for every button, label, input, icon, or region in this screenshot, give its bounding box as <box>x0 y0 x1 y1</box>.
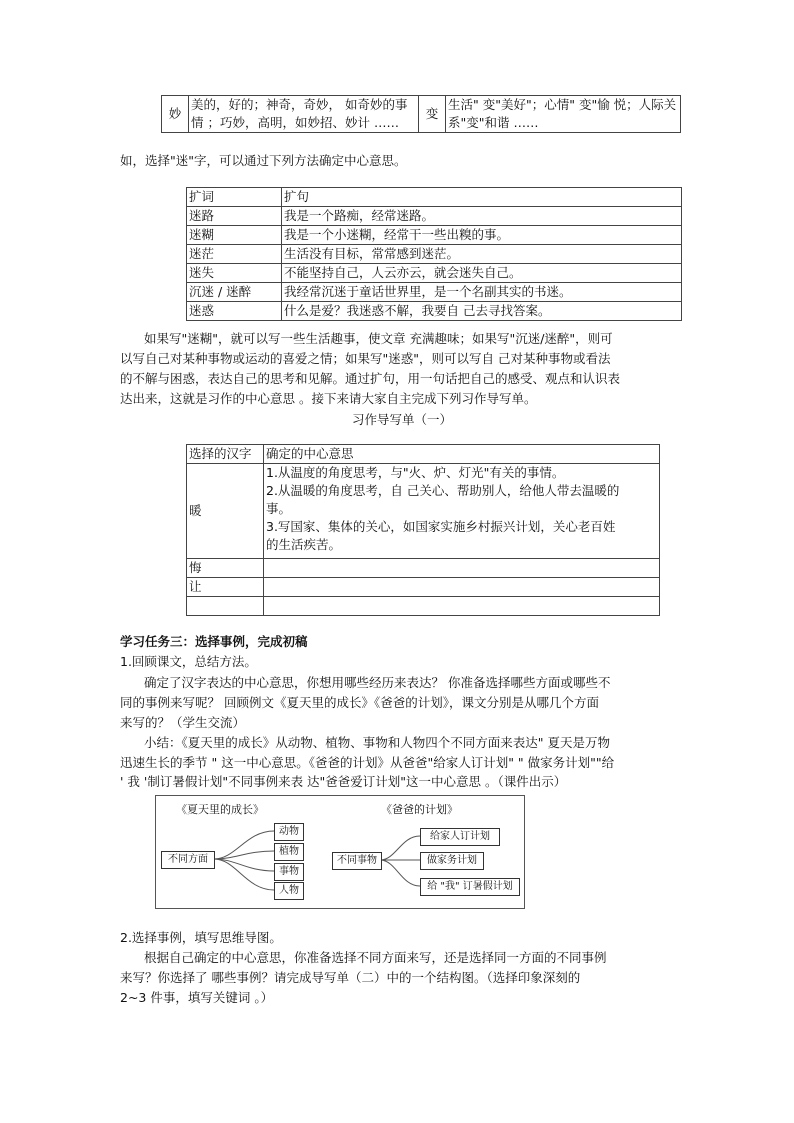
meaning-line: 事。 <box>266 501 292 516</box>
table-header: 扩词 <box>187 188 282 207</box>
char-cell-rang: 让 <box>187 578 264 597</box>
table-cell: 迷惑 <box>187 302 282 321</box>
paragraph-line: 确定了汉字表达的中心意思，你想用哪些经历来表达？ 你准备选择哪些方面或哪些不 <box>144 675 611 690</box>
blank-cell[interactable] <box>264 559 660 578</box>
table-cell: 生活没有目标，常常感到迷茫。 <box>282 245 682 264</box>
diagram-left-item: 人物 <box>274 882 304 900</box>
expand-word-table <box>186 187 682 321</box>
meaning-line: 3.写国家、集体的关心，如国家实施乡村振兴计划，关心老百姓 <box>266 519 616 534</box>
table-cell: 我是一个路痴，经常迷路。 <box>282 207 682 226</box>
table-cell: 什么是爱？我迷惑不解，我要自 己去寻找答案。 <box>282 302 682 321</box>
char-cell-bian: 变 <box>419 96 446 133</box>
word-meaning-table <box>161 95 681 133</box>
guide-sheet-table <box>186 444 660 616</box>
meaning-line: 的生活疾苦。 <box>266 537 342 552</box>
table-cell: 我是一个小迷糊，经常干一些出糗的事。 <box>282 226 682 245</box>
paragraph-line: 达出来，这就是习作的中心意思 。接下来请大家自主完成下列习作导写单。 <box>120 391 537 406</box>
table-header: 选择的汉字 <box>187 445 264 464</box>
diagram-left-item: 事物 <box>274 863 304 881</box>
diagram-left-root: 不同方面 <box>161 851 215 869</box>
meaning-cell-bian: 生活" 变"美好"；心情" 变"愉 悦；人际关系"变"和谐 …… <box>446 96 681 133</box>
paragraph-line: 的不解与困惑，表达自己的思考和见解。通过扩句，用一句话把自己的感受、观点和认识表 <box>120 371 621 386</box>
table-cell: 迷糊 <box>187 226 282 245</box>
meaning-cell-miao: 美的，好的；神奇，奇妙， 如奇妙的事情 ；巧妙，高明，如妙招、妙计 …… <box>189 96 419 133</box>
char-cell-miao: 妙 <box>162 96 189 133</box>
diagram-right-item: 做家务计划 <box>420 852 484 870</box>
diagram-right-item: 给家人订计划 <box>420 828 500 846</box>
blank-cell[interactable] <box>187 597 264 616</box>
step2-label: 2.选择事例，填写思维导图。 <box>120 930 282 945</box>
table-cell: 迷失 <box>187 264 282 283</box>
diagram-right-title: 《爸爸的计划》 <box>381 803 458 816</box>
paragraph-line: 来写的？（学生交流） <box>120 715 246 730</box>
intro-text: 如，选择"迷"字，可以通过下列方法确定中心意思。 <box>120 153 407 168</box>
table-cell: 迷茫 <box>187 245 282 264</box>
char-cell-nuan <box>187 464 264 559</box>
paragraph-line: ' 我 '制订暑假计划"不同事例来表 达"爸爸爱订计划"这一中心意思 。（课件出示） <box>120 774 567 789</box>
structure-diagram <box>155 795 525 909</box>
sheet-title: 习作导写单（一） <box>352 412 453 427</box>
diagram-right-root: 不同事物 <box>332 852 382 870</box>
table-cell: 迷路 <box>187 207 282 226</box>
step1-label: 1.回顾课文，总结方法。 <box>120 654 257 669</box>
table-cell: 我经常沉迷于童话世界里，是一个名副其实的书迷。 <box>282 283 682 302</box>
task3-heading: 学习任务三：选择事例，完成初稿 <box>120 634 308 649</box>
meaning-cell-nuan <box>264 464 660 559</box>
paragraph-line: 来写？你选择了 哪些事例？请完成导写单（二）中的一个结构图。（选择印象深刻的 <box>120 970 581 985</box>
diagram-left-item: 动物 <box>274 823 304 841</box>
diagram-right-item: 给 "我" 订暑假计划 <box>420 878 520 896</box>
paragraph-line: 同的事例来写呢？ 回顾例文《夏天里的成长》《爸爸的计划》，课文分别是从哪几个方面 <box>120 695 599 710</box>
diagram-left-item: 植物 <box>274 843 304 861</box>
meaning-line: 1.从温度的角度思考，与"火、炉、灯光"有关的事情。 <box>266 465 565 480</box>
paragraph-line: 2~3 件事，填写关键词 。） <box>120 990 274 1005</box>
paragraph-line: 如果写"迷糊"，就可以写一些生活趣事，使文章 充满趣味；如果写"沉迷/迷醉"，则可 <box>144 331 613 346</box>
diagram-left-title: 《夏天里的成长》 <box>176 803 264 816</box>
char-cell-hui: 悔 <box>187 559 264 578</box>
char-nuan: 暖 <box>189 503 202 518</box>
paragraph-line: 迅速生长的季节 " 这一中心意思。《爸爸的计划》从爸爸"给家人订计划" " 做家务计划""给 <box>120 755 615 770</box>
blank-cell[interactable] <box>264 597 660 616</box>
table-header: 扩句 <box>282 188 682 207</box>
table-cell: 不能坚持自己，人云亦云，就会迷失自己。 <box>282 264 682 283</box>
meaning-line: 2.从温暖的角度思考，自 己关心、帮助别人，给他人带去温暖的 <box>266 483 620 498</box>
table-cell: 沉迷 / 迷醉 <box>187 283 282 302</box>
paragraph-line: 小结：《夏天里的成长》从动物、植物、事物和人物四个不同方面来表达" 夏天是万物 <box>144 735 610 750</box>
blank-cell[interactable] <box>264 578 660 597</box>
paragraph-line: 以写自己对某种事物或运动的喜爱之情；如果写"迷惑"，则可以写自 己对某种事物或看法 <box>120 351 611 366</box>
paragraph-line: 根据自己确定的中心意思，你准备选择不同方面来写，还是选择同一方面的不同事例 <box>144 950 607 965</box>
table-header: 确定的中心意思 <box>264 445 660 464</box>
